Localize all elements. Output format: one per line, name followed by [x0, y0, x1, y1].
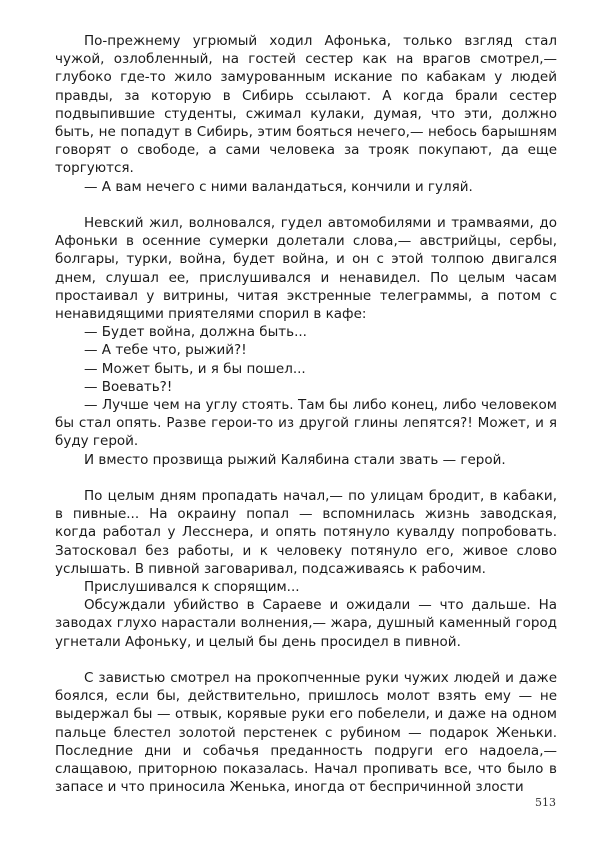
page-number: 513: [535, 796, 556, 809]
page-text: [55, 32, 557, 796]
paragraph-envy: С завистью смотрел на прокопченные руки чужих людей и даже боялся, если бы, действительно, пришлось молот взять ему — не выдержал бы — отвык, корявые руки его побелели, и даже на одном пальце блестел золотой перстенек с рубином — подарок Женьки. Последние дни и собачья преданность подруги его надоела,— слащавою, приторною показалась. Начал пропивать все, что было в запасе и что приносила Женька, иногда от беспричинной злости: [55, 670, 557, 796]
dialogue-line-2: — А тебе что, рыжий?!: [84, 342, 247, 359]
paragraph-sarajevo: Обсуждали убийство в Сараеве и ожидали — что дальше. На заводах глухо нарастали волнения,— жара, душный каменный город угнетали Афоньку, и целый бы день просидел в пивной.: [55, 597, 557, 650]
dialogue-line-3: — Может быть, и я бы пошел...: [84, 360, 306, 377]
paragraph-hero: И вместо прозвища рыжий Калябина стали звать — герой.: [84, 451, 506, 468]
paragraph-wandering: По целым дням пропадать начал,— по улицам бродит, в кабаки, в пивные... На окраину попал — вспомнилась жизнь заводская, когда работал у Лесснера, и опять потянуло кувалду попробовать. Затосковал без работы, и к человеку потянуло его, живое слово услышать. В пивной заговаривал, подсаживаясь к рабочим.: [55, 488, 557, 577]
paragraph-3: Невский жил, волновался, гудел автомобилями и трамваями, до Афоньки в осенние сумерки долетали слова,— австрийцы, сербы, болгары, турки, война, будет война, и он с этой толпою двигался днем, слушал ее, прислушивался и ненавидел. По целым часам простаивал у витрины, читая экстренные телеграммы, а потом с ненавидящими приятелями спорил в кафе:: [55, 215, 557, 323]
paragraph-1: По-прежнему угрюмый ходил Афонька, только взгляд стал чужой, озлобленный, на гостей сестер как на врагов смотрел,— глубоко где-то жило замурованным искание по кабакам у людей правды, за которую в Сибирь ссылают. А когда брали сестер подвыпившие студенты, сжимал кулаки, думая, что эти, должно быть, не попадут в Сибирь, этим бояться нечего,— небось барышням говорят о свободе, а сами человека за трояк покупают, да еще торгуются.: [55, 33, 557, 177]
paragraph-2: — А вам нечего с ними валандаться, кончили и гуляй.: [84, 178, 473, 195]
paragraph-listening: Прислушивался к спорящим...: [84, 579, 300, 596]
dialogue-line-5: — Лучше чем на углу стоять. Там бы либо конец, либо человеком бы стал опять. Разве герои-то из другой глины лепятся?! Может, и я буду герой.: [55, 397, 557, 450]
dialogue-line-1: — Будет война, должна быть...: [84, 324, 307, 341]
dialogue-line-4: — Воевать?!: [84, 378, 173, 395]
